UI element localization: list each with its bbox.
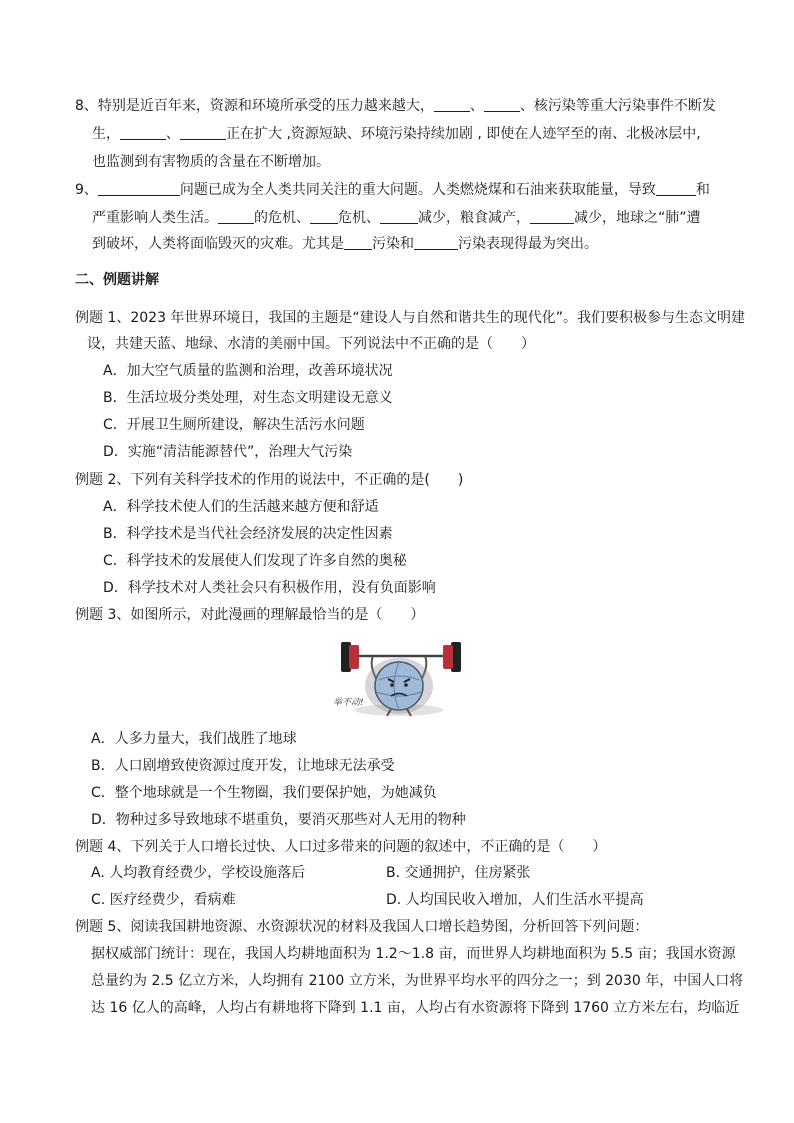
answer-blank (484, 97, 520, 112)
answer-blank (380, 209, 418, 224)
answer-blank (656, 181, 696, 196)
ex2-option-c: C．科学技术的发展使人们发现了许多自然的奥秘 (103, 553, 407, 569)
q8-line-3 (92, 153, 330, 171)
q8-text: 8、特别是近百年来，资源和环境所承受的压力越来越大， (75, 98, 434, 114)
ex2-option-a: A．科学技术使人们的生活越来越方便和舒适 (103, 499, 379, 515)
ex1-stem-line-1: 例题 1、2023 年世界环境日，我国的主题是“建设人与自然和谐共生的现代化”。我们要积极参与生态文明建 (75, 310, 745, 326)
q9-line-3 (92, 235, 598, 253)
ex4-option-b: B. 交通拥护，住房紧张 (386, 865, 531, 881)
q8-text: 正在扩大 ,资源短缺、环境污染持续加剧 , 即使在人迹罕至的南、北极冰层中, (226, 126, 701, 142)
ex4-option-d: D. 人均国民收入增加，人们生活水平提高 (386, 892, 644, 908)
q9-text: 污染和 (372, 236, 414, 252)
q8-text: 、 (469, 98, 484, 114)
q9-line-2 (92, 209, 701, 227)
q9-text: 严重影响人类生活。 (92, 210, 218, 226)
q9-text: 减少，地球之“肺”遭 (574, 210, 701, 226)
q8-line-1 (75, 97, 716, 115)
answer-blank (414, 235, 458, 250)
answer-blank (310, 209, 338, 224)
ex1-option-c: C．开展卫生厕所建设，解决生活污水问题 (103, 417, 365, 433)
ex3-option-c: C．整个地球就是一个生物圈，我们要保护她，为她减负 (91, 785, 437, 801)
ex5-paragraph-line-2: 总量约为 2.5 亿立方米，人均拥有 2100 立方米，为世界平均水平的四分之一；到 2030 年，中国人口将 (91, 973, 744, 989)
answer-blank (530, 209, 574, 224)
q9-text: 的危机、 (254, 210, 310, 226)
q8-text: 、核污染等重大污染事件不断发 (519, 98, 716, 114)
answer-blank (98, 181, 180, 196)
ex4-stem: 例题 4、下列关于人口增长过快、人口过多带来的问题的叙述中，不正确的是（ ） (75, 839, 607, 855)
ex1-option-a: A．加大空气质量的监测和治理，改善环境状况 (103, 363, 393, 379)
ex1-option-b: B．生活垃圾分类处理，对生态文明建设无意义 (103, 390, 393, 406)
earth-weightlifting-cartoon (333, 630, 469, 720)
q9-line-1 (75, 181, 710, 199)
answer-blank (120, 125, 166, 140)
q9-text: 污染表现得最为突出。 (458, 236, 598, 252)
ex2-option-d: D．科学技术对人类社会只有积极作用，没有负面影响 (103, 580, 436, 596)
ex4-option-c: C. 医疗经费少，看病难 (91, 892, 236, 908)
q8-text: 也监测到有害物质的含量在不断增加。 (92, 154, 330, 170)
ex3-option-d: D．物种过多导致地球不堪重负，要消灭那些对人无用的物种 (91, 812, 466, 828)
q9-text: 危机、 (338, 210, 380, 226)
answer-blank (434, 97, 470, 112)
q9-text: 9、 (75, 182, 98, 198)
ex1-option-d: D．实施“清洁能源替代”，治理大气污染 (103, 444, 353, 460)
q8-text: 生， (92, 126, 120, 142)
ex3-option-a: A．人多力量大，我们战胜了地球 (91, 731, 297, 747)
ex5-paragraph-line-3: 达 16 亿人的高峰，人均占有耕地将下降到 1.1 亩，人均占有水资源将下降到 1760 立方米左右，均临近 (91, 1000, 740, 1016)
answer-blank (344, 235, 372, 250)
q8-line-2 (92, 125, 701, 143)
ex5-stem: 例题 5、阅读我国耕地资源、水资源状况的材料及我国人口增长趋势图，分析回答下列问题： (75, 919, 649, 935)
q9-text: 和 (695, 182, 710, 198)
ex4-option-a: A. 人均教育经费少，学校设施落后 (91, 865, 306, 881)
answer-blank (180, 125, 226, 140)
ex1-stem-line-2: 设，共建天蓝、地绿、水清的美丽中国。下列说法中不正确的是（ ） (87, 336, 535, 352)
cartoon-caption: 举不动! (333, 698, 364, 708)
answer-blank (218, 209, 254, 224)
ex2-stem: 例题 2、下列有关科学技术的作用的说法中，不正确的是( ) (75, 472, 464, 488)
section-title: 二、例题讲解 (75, 272, 159, 288)
q9-text: 到破坏，人类将面临毁灭的灾难。尤其是 (92, 236, 344, 252)
ex3-stem: 例题 3、如图所示，对此漫画的理解最恰当的是（ ） (75, 607, 425, 623)
ex2-option-b: B．科学技术是当代社会经济发展的决定性因素 (103, 526, 393, 542)
q9-text: 问题已成为全人类共同关注的重大问题。人类燃烧煤和石油来获取能量，导致 (179, 182, 656, 198)
ex3-option-b: B．人口剧增致使资源过度开发，让地球无法承受 (91, 758, 395, 774)
ex5-paragraph-line-1: 据权威部门统计：现在，我国人均耕地面积为 1.2～1.8 亩，而世界人均耕地面积为 5.5 亩；我国水资源 (91, 946, 736, 962)
q8-text: 、 (166, 126, 180, 142)
q9-text: 减少，粮食减产， (418, 210, 530, 226)
